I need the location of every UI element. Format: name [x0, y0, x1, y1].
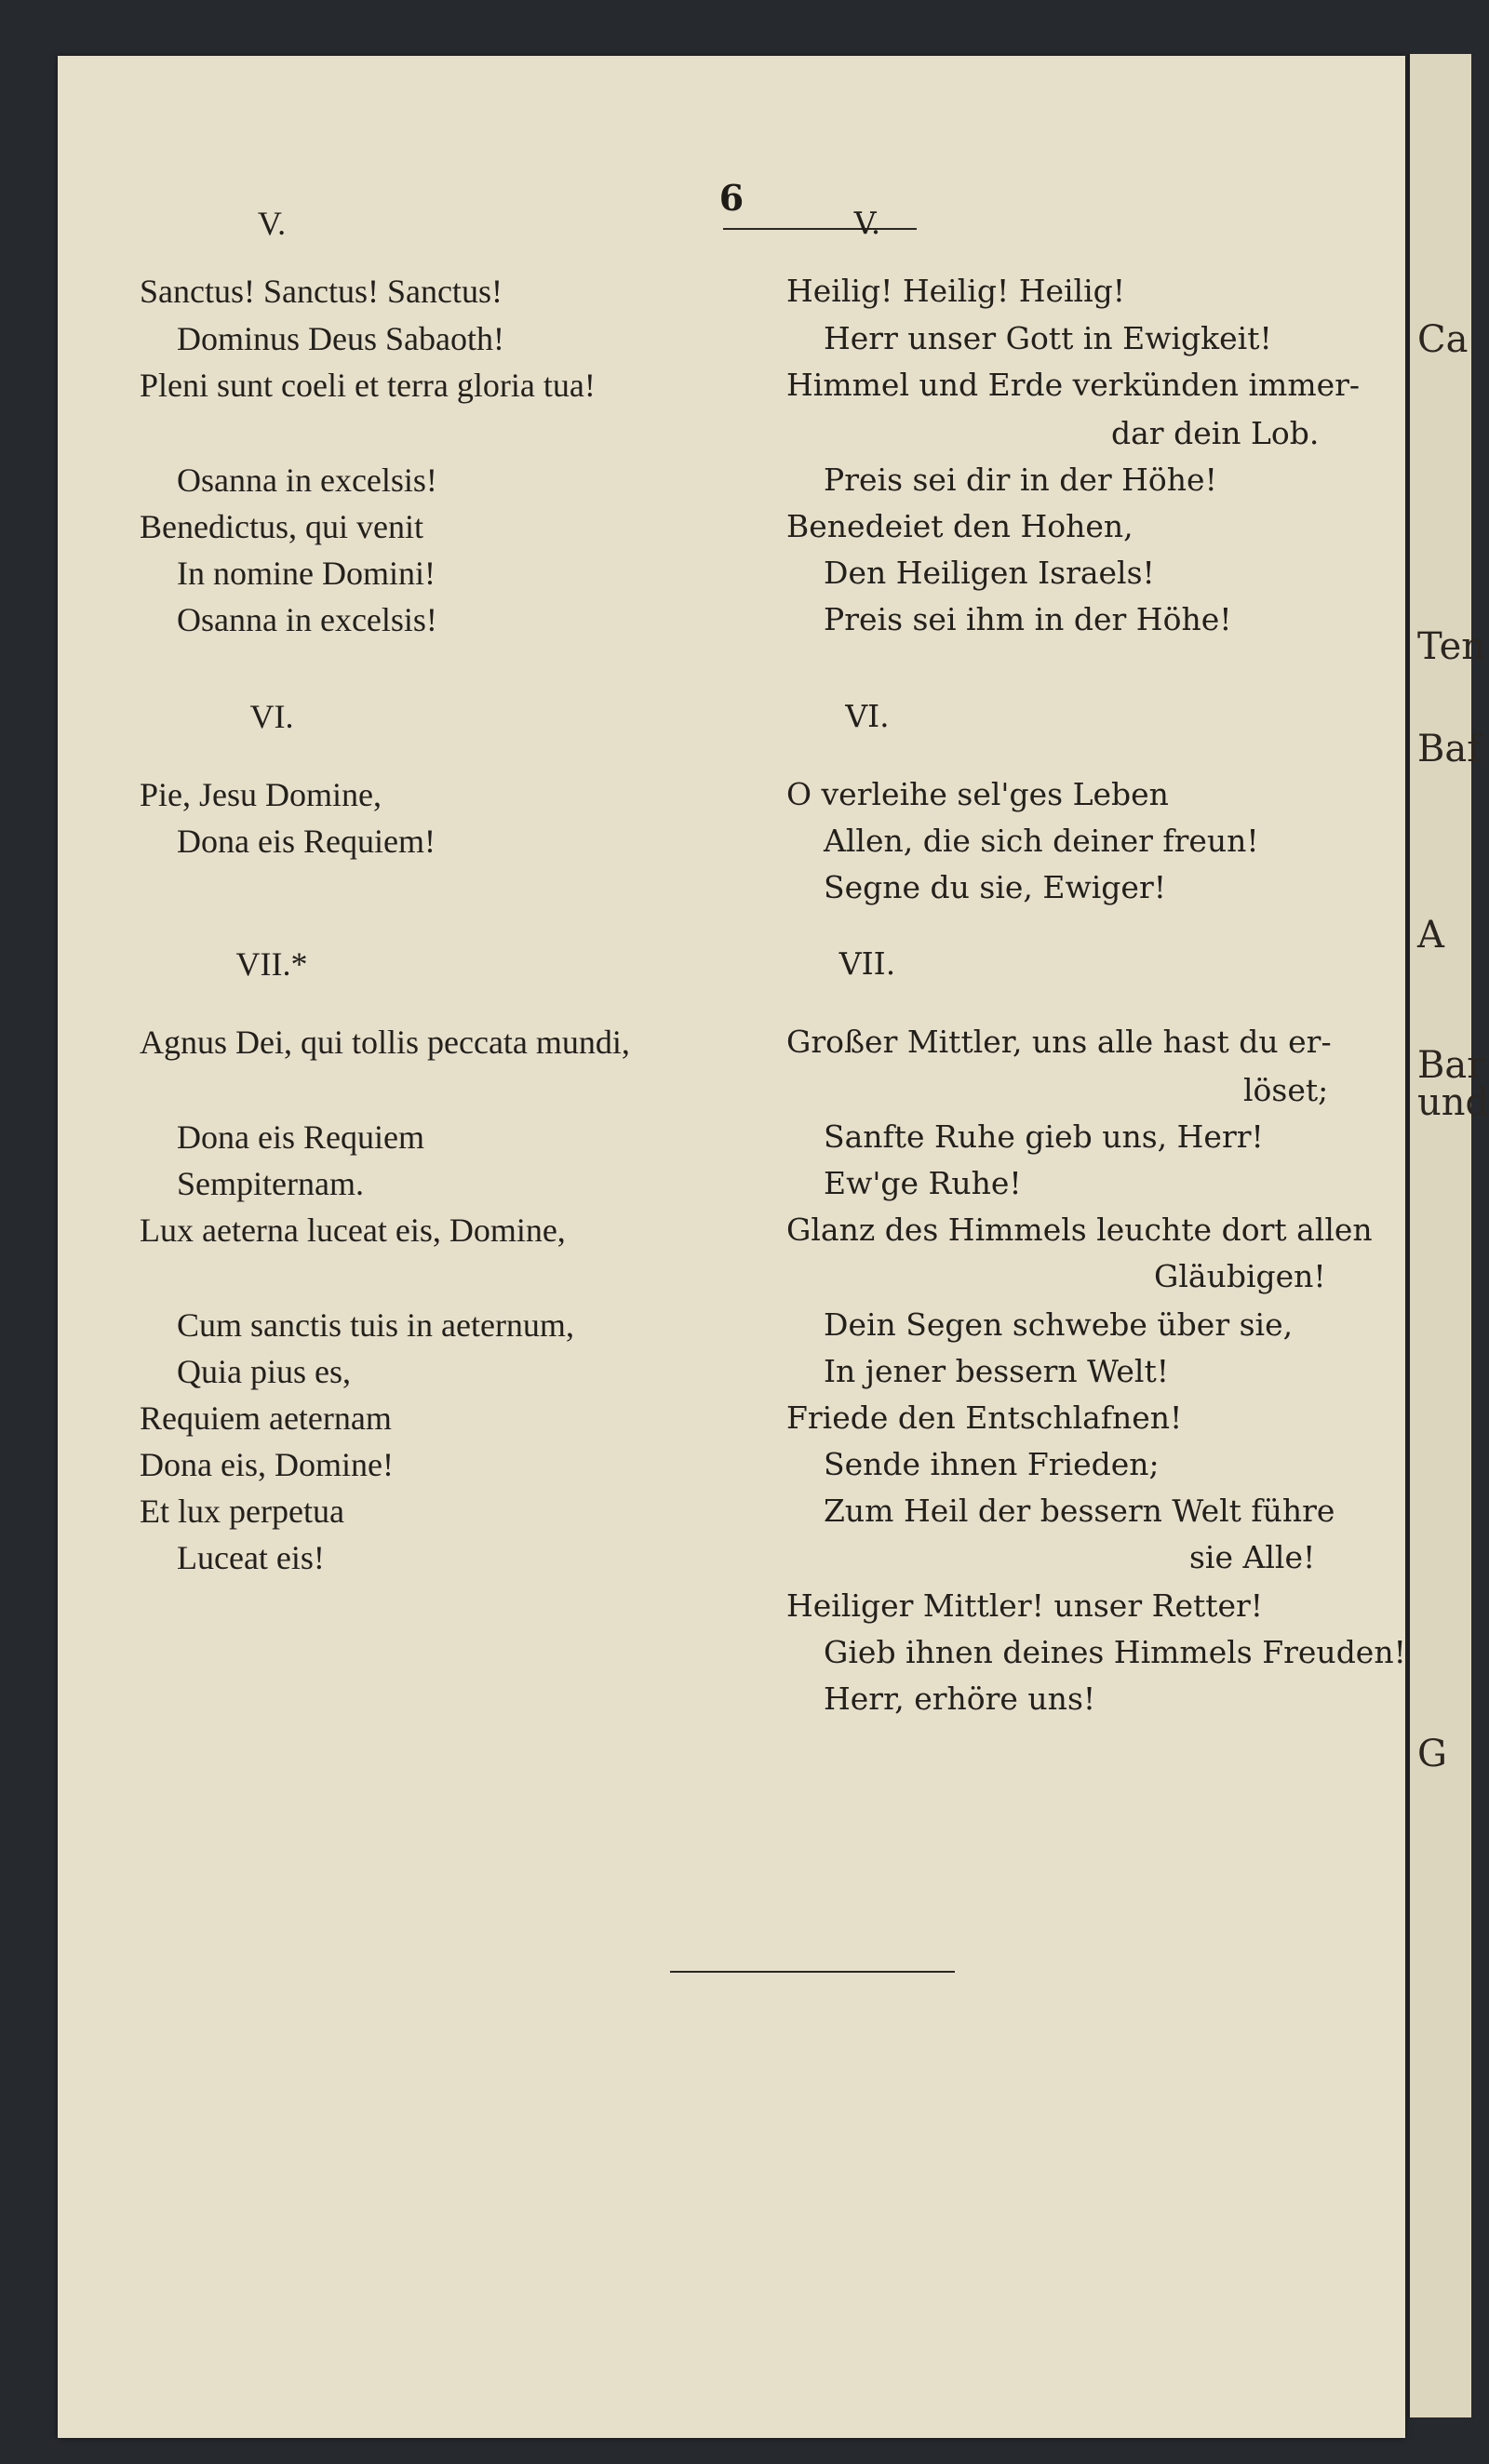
adjacent-page-fragment: Bar	[1417, 1044, 1485, 1087]
german-verse-line: Himmel und Erde verkünden immer-	[786, 367, 1361, 403]
latin-verse-line: Dona eis Requiem!	[177, 823, 436, 860]
german-verse-line: Glanz des Himmels leuchte dort allen	[786, 1212, 1373, 1248]
latin-section-heading: V.	[257, 205, 287, 242]
latin-verse-line: Cum sanctis tuis in aeternum,	[177, 1306, 574, 1344]
latin-verse-line: Benedictus, qui venit	[140, 508, 423, 545]
german-verse-line: Herr unser Gott in Ewigkeit!	[824, 320, 1272, 356]
german-verse-line: Segne du sie, Ewiger!	[824, 869, 1166, 905]
adjacent-page-edge	[1407, 54, 1489, 2417]
german-verse-line: Benedeiet den Hohen,	[786, 508, 1134, 544]
german-verse-line: Den Heiligen Israels!	[824, 555, 1155, 591]
latin-verse-line: Quia pius es,	[177, 1353, 351, 1390]
latin-verse-line: Sempiternam.	[177, 1165, 364, 1202]
german-verse-line: Zum Heil der bessern Welt führe	[824, 1493, 1335, 1529]
german-verse-line: Sende ihnen Frieden;	[824, 1446, 1160, 1482]
adjacent-page-fragment: G	[1417, 1733, 1447, 1775]
latin-verse-line: Dona eis, Domine!	[140, 1446, 394, 1483]
end-rule	[670, 1971, 955, 1973]
german-section-heading: V.	[853, 205, 881, 241]
adjacent-page-fragment: Baf	[1417, 728, 1482, 770]
adjacent-page-fragment: Ten	[1417, 625, 1486, 668]
latin-verse-line: Lux aeterna luceat eis, Domine,	[140, 1212, 566, 1249]
latin-section-heading: VI.	[249, 698, 294, 735]
german-verse-line: Friede den Entschlafnen!	[786, 1399, 1183, 1436]
german-verse-line: Heiliger Mittler! unser Retter!	[786, 1587, 1264, 1624]
german-verse-line: Dein Segen schwebe über sie,	[824, 1306, 1294, 1343]
latin-verse-line: Osanna in excelsis!	[177, 601, 437, 638]
german-verse-line: O verleihe sel'ges Leben	[786, 776, 1169, 812]
german-verse-line: Preis sei ihm in der Höhe!	[824, 601, 1232, 637]
latin-verse-line: Pie, Jesu Domine,	[140, 776, 382, 813]
german-verse-line: In jener bessern Welt!	[824, 1353, 1169, 1389]
latin-verse-line: Dona eis Requiem	[177, 1118, 424, 1156]
german-verse-line: sie Alle!	[1189, 1539, 1316, 1575]
german-verse-line: dar dein Lob.	[1111, 415, 1320, 451]
adjacent-page-fragment: Ca	[1417, 318, 1469, 361]
german-verse-line: Heilig! Heilig! Heilig!	[786, 273, 1126, 309]
latin-verse-line: Agnus Dei, qui tollis peccata mundi,	[140, 1024, 630, 1061]
german-verse-line: löset;	[1243, 1072, 1329, 1108]
book-page	[58, 56, 1405, 2438]
latin-verse-line: Requiem aeternam	[140, 1399, 392, 1437]
german-section-heading: VII.	[838, 945, 896, 982]
german-verse-line: Allen, die sich deiner freun!	[824, 823, 1259, 859]
german-verse-line: Gläubigen!	[1154, 1258, 1326, 1294]
german-section-heading: VI.	[845, 698, 890, 734]
page-number: 6	[718, 177, 744, 219]
latin-section-heading: VII.*	[235, 945, 308, 983]
german-verse-line: Ew'ge Ruhe!	[824, 1165, 1022, 1201]
german-verse-line: Großer Mittler, uns alle hast du er-	[786, 1024, 1332, 1060]
latin-verse-line: Osanna in excelsis!	[177, 462, 437, 499]
latin-verse-line: Sanctus! Sanctus! Sanctus!	[140, 273, 503, 310]
latin-verse-line: Et lux perpetua	[140, 1493, 344, 1530]
adjacent-page-fragment: A	[1417, 914, 1444, 957]
adjacent-page-fragment: und	[1417, 1081, 1489, 1124]
german-verse-line: Gieb ihnen deines Himmels Freuden!	[824, 1634, 1406, 1670]
latin-verse-line: Pleni sunt coeli et terra gloria tua!	[140, 367, 596, 404]
latin-verse-line: Luceat eis!	[177, 1539, 325, 1576]
german-verse-line: Preis sei dir in der Höhe!	[824, 462, 1217, 498]
latin-verse-line: Dominus Deus Sabaoth!	[177, 320, 504, 357]
german-verse-line: Herr, erhöre uns!	[824, 1681, 1096, 1717]
latin-verse-line: In nomine Domini!	[177, 555, 436, 592]
german-verse-line: Sanfte Ruhe gieb uns, Herr!	[824, 1118, 1264, 1155]
